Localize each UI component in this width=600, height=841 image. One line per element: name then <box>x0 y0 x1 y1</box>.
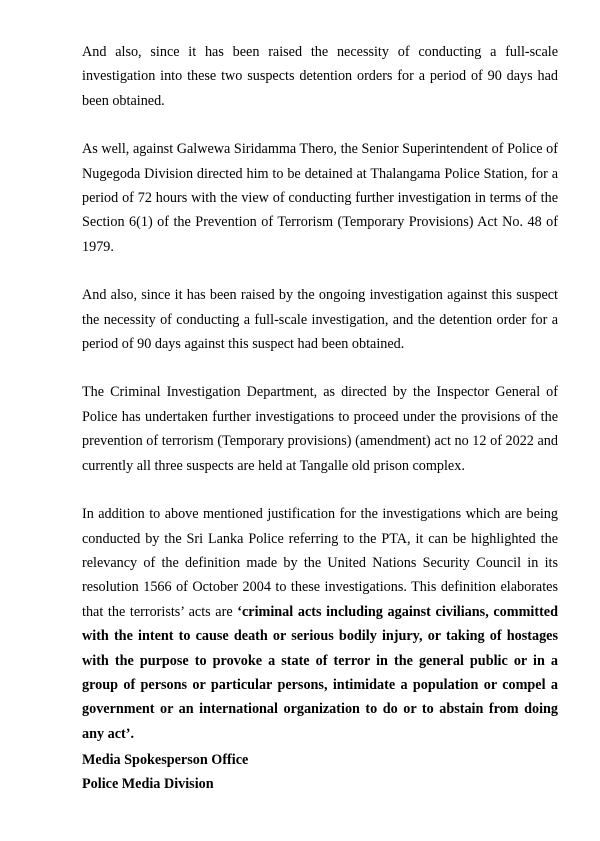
terrorism-definition-quote: ‘criminal acts including against civilians, committed with the intent to cause death or serious bodily injury, or taking of hostages with the purpose to provoke a state of terror in the general public or in a group of persons or particular persons, intimidate a population or compel a government or an international organization to do or to abstain from doing any act’. <box>82 603 558 742</box>
paragraph-cid-investigation: The Criminal Investigation Department, as directed by the Inspector General of Police has undertaken further investigations to proceed under the provisions of the prevention of terrorism (Temporary provisions) (amendment) act no 12 of 2022 and currently all three suspects are held at Tangalle old prison complex. <box>82 384 558 474</box>
paragraph-ongoing-investigation: And also, since it has been raised by the ongoing investigation against this suspect the necessity of conducting a full-scale investigation, and the detention order for a period of 90 days against this suspect had been obtained. <box>82 287 558 353</box>
signature-division: Police Media Division <box>82 776 214 793</box>
paragraph-un-definition <box>82 502 558 746</box>
document-body <box>82 40 558 770</box>
paragraph-un-definition-intro: In addition to above mentioned justification for the investigations which are being conducted by the Sri Lanka Police referring to the PTA, it can be highlighted the relevancy of the definition made by the United Nations Security Council in its resolution 1566 of October 2004 to these investigations. This definition elaborates that the terrorists’ acts are <box>82 506 558 620</box>
signature-block <box>82 748 248 797</box>
signature-office: Media Spokesperson Office <box>82 752 249 768</box>
paragraph-detention-orders: And also, since it has been raised the necessity of conducting a full-scale investigation into these two suspects detention orders for a period of 90 days had been obtained. <box>82 44 558 109</box>
paragraph-siridamma-thero: As well, against Galwewa Siridamma Thero, the Senior Superintendent of Police of Nugegoda Division directed him to be detained at Thalangama Police Station, for a period of 72 hours with the view of conducting further investigation in terms of the Section 6(1) of the Prevention of Terrorism (Temporary Provisions) Act No. 48 of 1979. <box>82 141 558 255</box>
